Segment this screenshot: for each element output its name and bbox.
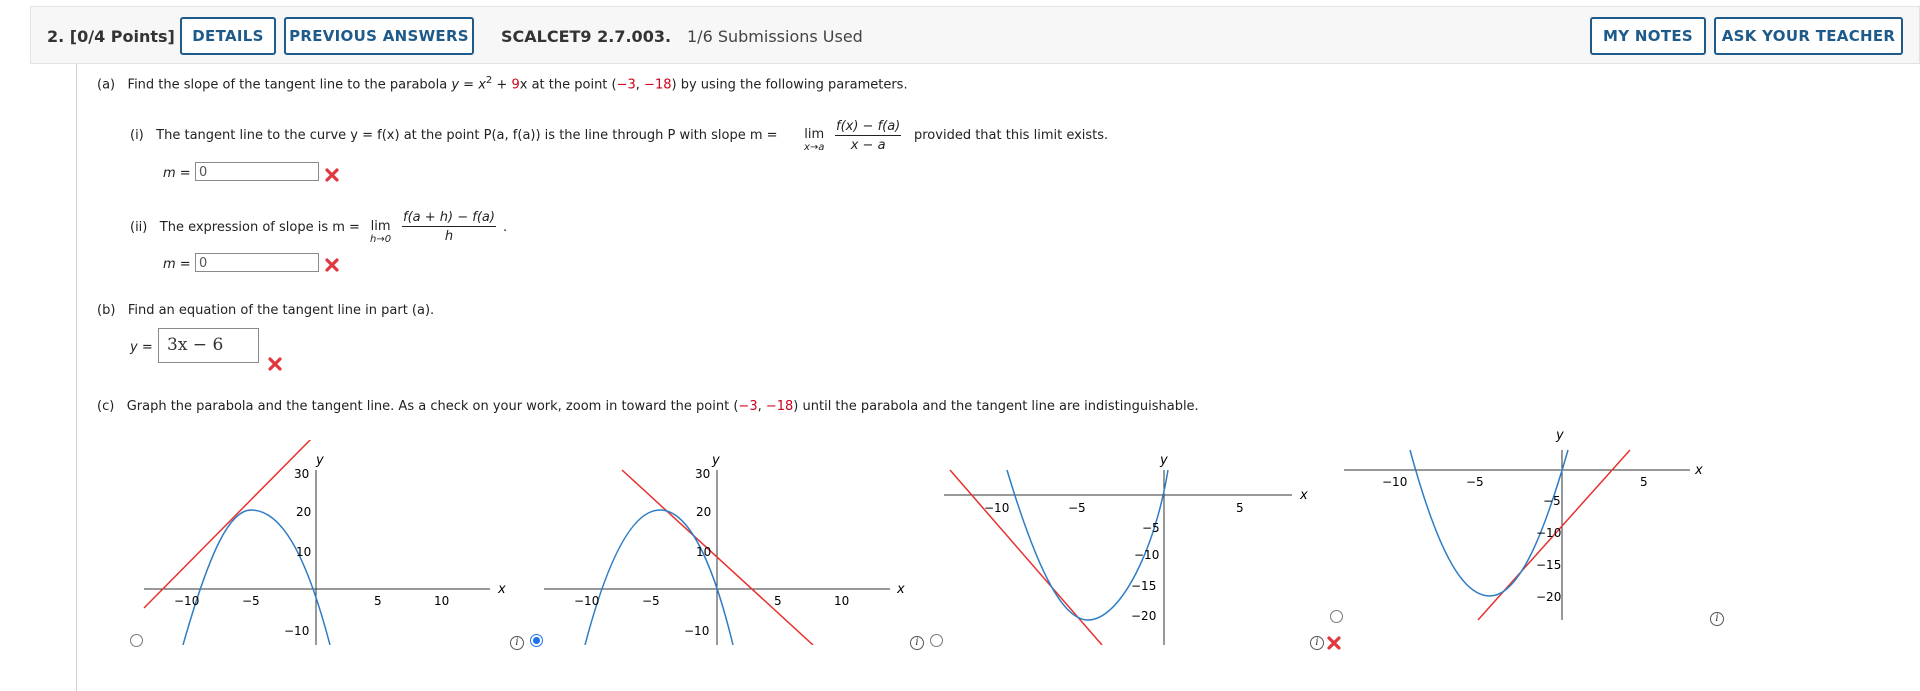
y-tick-label: 20	[296, 505, 312, 519]
my-notes-button[interactable]: MY NOTES	[1590, 17, 1706, 55]
graph-option-3-radio[interactable]	[930, 634, 943, 647]
info-icon[interactable]: i	[1310, 636, 1324, 650]
x-tick-label: 10	[434, 594, 450, 608]
x-tick-label: −10	[1382, 475, 1408, 489]
graph-option-1-radio[interactable]	[130, 634, 143, 647]
y-label-b: y =	[130, 340, 153, 355]
details-button[interactable]: DETAILS	[180, 17, 276, 55]
m-label-ii: m =	[163, 257, 191, 272]
y-tick-label: 30	[695, 467, 711, 481]
slope-input-ii[interactable]: 0	[195, 253, 319, 272]
limit-ii: lim h→0	[370, 219, 392, 245]
parabola-curve	[585, 510, 733, 645]
x-tick-label: −5	[242, 594, 260, 608]
graph-option-2-radio[interactable]	[530, 634, 543, 647]
y-tick-label: −5	[1543, 494, 1561, 508]
question-header	[30, 6, 1920, 64]
fraction-ii: $\frac{f(a + h) - f(a)}{h}$	[403, 210, 495, 244]
graph-option-1	[130, 440, 530, 650]
x-tick-label: 5	[1236, 501, 1244, 515]
x-tick-label: −10	[174, 594, 200, 608]
x-tick-label: −10	[984, 501, 1010, 515]
y-tick-label: 10	[296, 545, 312, 559]
y-tick-label: −15	[1536, 558, 1562, 572]
content-left-border	[76, 64, 77, 691]
x-axis-label: x	[498, 582, 506, 597]
y-tick-label: −20	[1536, 590, 1562, 604]
info-icon[interactable]: i	[1710, 612, 1724, 626]
y-tick-label: −10	[284, 624, 310, 638]
x-tick-label: −5	[1068, 501, 1086, 515]
x-tick-label: 10	[834, 594, 850, 608]
x-axis-label: x	[1300, 488, 1308, 503]
part-b-prompt: (b) Find an equation of the tangent line in part (a).	[97, 303, 435, 318]
x-axis-label: x	[1695, 463, 1703, 478]
limit-i: lim x→a	[804, 127, 825, 153]
y-tick-label: −10	[1134, 548, 1160, 562]
submissions-count: 1/6 Submissions Used	[687, 27, 863, 46]
incorrect-icon	[1327, 636, 1341, 650]
graph-option-2	[540, 440, 940, 650]
fraction-i: $\frac{f(x) - f(a)}{x - a}$	[836, 119, 901, 153]
tangent-line	[144, 434, 316, 608]
part-c-prompt: (c) Graph the parabola and the tangent line. As a check on your work, zoom in toward the point (−3, −18) until the parabola and the tangent line are indistinguishable.	[97, 399, 1199, 414]
y-tick-label: 20	[696, 505, 712, 519]
incorrect-icon	[268, 357, 282, 371]
y-axis-label: y	[1160, 453, 1168, 468]
x-tick-label: −5	[1466, 475, 1484, 489]
info-icon[interactable]: i	[910, 636, 924, 650]
y-tick-label: −10	[1536, 526, 1562, 540]
ask-teacher-button[interactable]: ASK YOUR TEACHER	[1714, 17, 1903, 55]
info-icon[interactable]: i	[510, 636, 524, 650]
x-axis-label: x	[897, 582, 905, 597]
x-tick-label: −10	[574, 594, 600, 608]
m-label-i: m =	[163, 166, 191, 181]
incorrect-icon	[325, 168, 339, 182]
y-tick-label: 30	[294, 467, 310, 481]
y-tick-label: −10	[684, 624, 710, 638]
y-tick-label: 10	[696, 545, 712, 559]
part-a-ii-tail: .	[503, 220, 508, 235]
question-code: SCALCET9 2.7.003.	[501, 27, 672, 46]
previous-answers-button[interactable]: PREVIOUS ANSWERS	[284, 17, 474, 55]
y-tick-label: −15	[1131, 579, 1157, 593]
x-tick-label: −5	[642, 594, 660, 608]
y-axis-label: y	[1556, 428, 1564, 443]
points-label: [0/4 Points]	[69, 27, 175, 46]
parabola-curve	[1410, 450, 1568, 596]
graph-option-4-radio[interactable]	[1330, 610, 1343, 623]
x-tick-label: 5	[1640, 475, 1648, 489]
graph-option-3	[940, 440, 1340, 650]
y-axis-label: y	[316, 453, 324, 468]
y-axis-label: y	[712, 453, 720, 468]
slope-input-i[interactable]: 0	[195, 162, 319, 181]
y-tick-label: −5	[1142, 521, 1160, 535]
parabola-curve	[1007, 470, 1168, 620]
part-a-i-prompt: (i) The tangent line to the curve y = f(x) at the point P(a, f(a)) is the line through P with slope m =	[130, 128, 778, 143]
tangent-equation-answer[interactable]: 3x − 6	[158, 328, 259, 363]
question-number: 2. [0/4 Points]	[47, 27, 175, 46]
y-tick-label: −20	[1131, 609, 1157, 623]
part-a-i-tail: provided that this limit exists.	[914, 128, 1109, 143]
x-tick-label: 5	[774, 594, 782, 608]
part-a-prompt: (a) Find the slope of the tangent line to the parabola $y = x^2 + 9x$ at the point (−3, −18) by using the following parameters.	[97, 75, 908, 93]
part-a-ii-prompt: (ii) The expression of slope is m =	[130, 220, 360, 235]
x-tick-label: 5	[374, 594, 382, 608]
incorrect-icon	[325, 258, 339, 272]
graph-option-4	[1340, 420, 1740, 630]
